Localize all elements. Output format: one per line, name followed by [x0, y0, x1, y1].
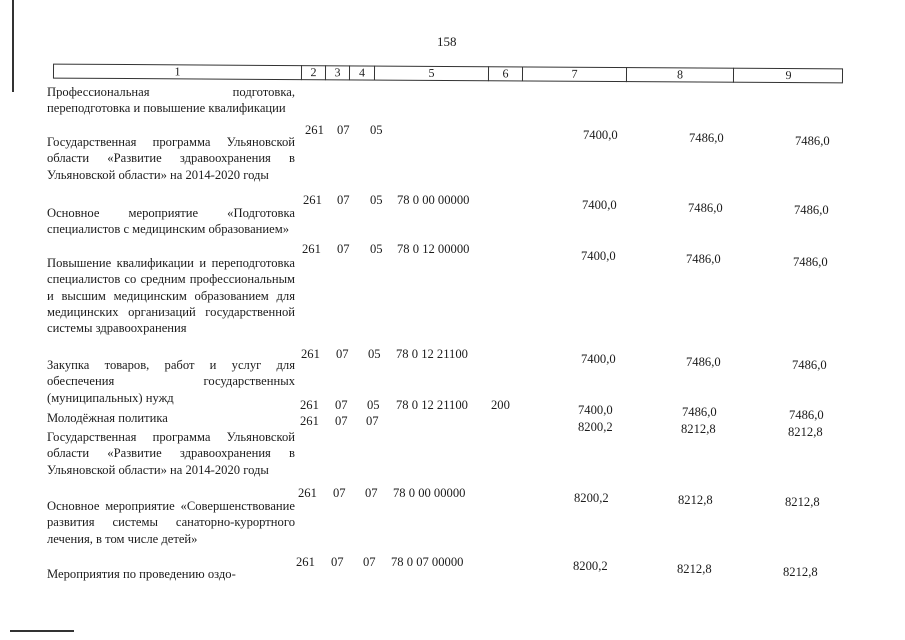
cell-subsection: 07: [363, 555, 376, 569]
cell-section: 07: [336, 347, 349, 361]
cell-amount-col9: 7486,0: [789, 408, 824, 422]
scan-edge-bottom: [10, 630, 74, 632]
cell-target-code: 78 0 12 21100: [396, 347, 468, 361]
row-description: Профессиональная подготовка, переподготовка и повышение квалификации: [47, 85, 295, 116]
cell-ministry: 261: [300, 398, 319, 412]
row-description: Основное мероприятие «Совершенствование развития системы санаторно-курортного лечения, в том числе детей»: [47, 499, 295, 546]
cell-subsection: 07: [365, 486, 378, 500]
cell-ministry: 261: [305, 123, 324, 137]
cell-section: 07: [337, 123, 350, 137]
cell-subsection: 05: [367, 398, 380, 412]
cell-amount-col8: 7486,0: [689, 131, 724, 145]
scan-edge-left: [12, 0, 14, 92]
row-description: Закупка товаров, работ и услуг для обеспечения государственных (муниципальных) нужд: [47, 358, 295, 405]
row-description: Молодёжная политика: [47, 411, 168, 425]
header-col-3: 3: [325, 65, 349, 80]
cell-section: 07: [335, 398, 348, 412]
header-col-9: 9: [733, 68, 843, 84]
header-col-8: 8: [626, 67, 733, 83]
cell-amount-col8: 8212,8: [681, 422, 716, 436]
cell-amount-col8: 7486,0: [686, 252, 721, 266]
row-description: Государственная программа Ульяновской области «Развитие здравоохранения в Ульяновской области» на 2014-2020 годы: [47, 135, 295, 182]
cell-amount-col7: 7400,0: [581, 249, 616, 263]
cell-amount-col9: 7486,0: [792, 358, 827, 372]
cell-amount-col8: 7486,0: [682, 405, 717, 419]
cell-amount-col8: 7486,0: [686, 355, 721, 369]
cell-section: 07: [331, 555, 344, 569]
cell-amount-col7: 8200,2: [578, 420, 613, 434]
cell-amount-col7: 8200,2: [574, 491, 609, 505]
cell-amount-col9: 7486,0: [794, 203, 829, 217]
cell-ministry: 261: [296, 555, 315, 569]
cell-target-code: 78 0 00 00000: [393, 486, 466, 500]
cell-amount-col7: 7400,0: [582, 198, 617, 212]
cell-amount-col8: 7486,0: [688, 201, 723, 215]
table-header-row: [53, 64, 843, 84]
cell-ministry: 261: [298, 486, 317, 500]
header-col-7: 7: [522, 66, 626, 82]
cell-amount-col9: 8212,8: [785, 495, 820, 509]
header-col-4: 4: [349, 65, 374, 80]
row-description: Мероприятия по проведению оздо-: [47, 567, 236, 581]
cell-ministry: 261: [303, 193, 322, 207]
cell-subsection: 05: [370, 193, 383, 207]
cell-section: 07: [333, 486, 346, 500]
cell-amount-col8: 8212,8: [678, 493, 713, 507]
cell-target-code: 78 0 07 00000: [391, 555, 464, 569]
cell-amount-col7: 7400,0: [578, 403, 613, 417]
cell-target-code: 78 0 00 00000: [397, 193, 470, 207]
cell-amount-col7: 7400,0: [583, 128, 618, 142]
cell-amount-col7: 7400,0: [581, 352, 616, 366]
cell-amount-col8: 8212,8: [677, 562, 712, 576]
cell-target-code: 78 0 12 00000: [397, 242, 470, 256]
cell-section: 07: [335, 414, 348, 428]
cell-expense-type: 200: [491, 398, 510, 412]
header-col-6: 6: [488, 66, 522, 81]
cell-subsection: 05: [370, 123, 383, 137]
page-number: 158: [437, 34, 457, 49]
cell-amount-col7: 8200,2: [573, 559, 608, 573]
cell-subsection: 07: [366, 414, 379, 428]
header-col-5: 5: [374, 66, 488, 82]
row-description: Государственная программа Ульяновской области «Развитие здравоохранения в Ульяновской области» на 2014-2020 годы: [47, 430, 295, 477]
cell-section: 07: [337, 193, 350, 207]
cell-section: 07: [337, 242, 350, 256]
cell-ministry: 261: [301, 347, 320, 361]
cell-ministry: 261: [300, 414, 319, 428]
row-description: Основное мероприятие «Подготовка специалистов с медицинским образованием»: [47, 206, 295, 237]
cell-subsection: 05: [368, 347, 381, 361]
row-description: Повышение квалификации и переподготовка специалистов со средним профессиональным и высшим медицинским образованием для медицинских организаций государственной системы здравоохранения: [47, 256, 295, 336]
header-col-2: 2: [301, 65, 325, 80]
cell-amount-col9: 8212,8: [788, 425, 823, 439]
cell-amount-col9: 7486,0: [793, 255, 828, 269]
cell-target-code: 78 0 12 21100: [396, 398, 468, 412]
cell-amount-col9: 7486,0: [795, 134, 830, 148]
cell-subsection: 05: [370, 242, 383, 256]
header-col-1: 1: [174, 64, 181, 79]
cell-amount-col9: 8212,8: [783, 565, 818, 579]
cell-ministry: 261: [302, 242, 321, 256]
